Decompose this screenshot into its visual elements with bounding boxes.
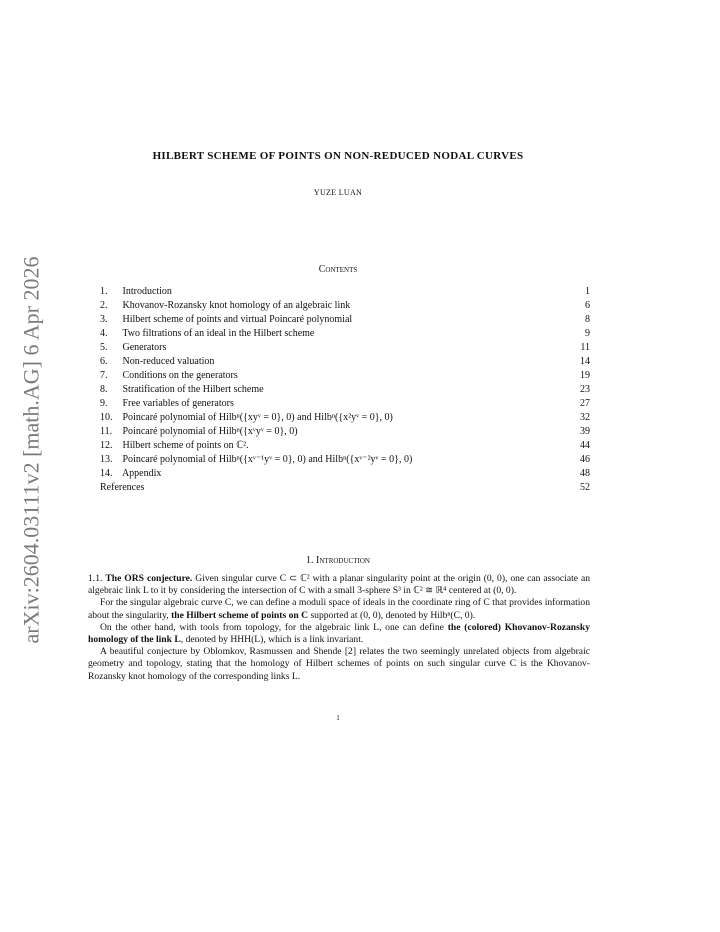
paragraph-text: supported at (0, 0), denoted by Hilbⁿ(C, 0). xyxy=(310,609,476,621)
toc-entry-page: 46 xyxy=(580,454,590,465)
toc-entry-number: 7. xyxy=(100,370,108,381)
toc-entry-title: Hilbert scheme of points and virtual Poincaré polynomial xyxy=(122,314,353,325)
toc-entry-title: Conditions on the generators xyxy=(122,370,238,381)
toc-entry-number: 2. xyxy=(100,300,108,311)
body-text xyxy=(88,573,590,683)
toc-entry-page: 11 xyxy=(580,342,590,353)
toc-entry[interactable] xyxy=(100,397,590,411)
toc-entry-page: 39 xyxy=(580,426,590,437)
toc-entry-page: 1 xyxy=(585,286,590,297)
toc-entry-title: Generators xyxy=(122,342,167,353)
section-title: Introduction xyxy=(316,555,370,566)
paragraph-text: A beautiful conjecture by Oblomkov, Rasmussen and Shende [2] relates the two seemingly unrelated objects from algebraic geometry and topology, stating that the homology of Hilbert schemes of points on such singular curve C is the Khovanov-Rozansky knot homology of the corresponding links L. xyxy=(88,646,590,682)
paragraph xyxy=(88,573,590,597)
toc-entry-page: 44 xyxy=(580,440,590,451)
toc-entry-title: Free variables of generators xyxy=(122,398,234,409)
toc-entry-title: Two filtrations of an ideal in the Hilbert scheme xyxy=(122,328,315,339)
toc-entry-number: 3. xyxy=(100,314,108,325)
paragraph xyxy=(88,622,590,646)
arxiv-id: arXiv:2604.03111v2 [math.AG] 6 Apr 2026 xyxy=(18,256,43,644)
emphasis-text: the (colored) Khovanov-Rozansky homology of the link L xyxy=(88,621,590,646)
toc-entry[interactable] xyxy=(100,299,590,313)
toc-entry[interactable] xyxy=(100,467,590,481)
section-heading xyxy=(88,555,588,566)
toc-entry-page: 52 xyxy=(580,482,590,493)
toc-entry-number: 5. xyxy=(100,342,108,353)
toc-entry-number: 10. xyxy=(100,412,113,423)
toc-entry-page: 19 xyxy=(580,370,590,381)
toc-entry-page: 9 xyxy=(585,328,590,339)
toc-entry-page: 8 xyxy=(585,314,590,325)
arxiv-stamp xyxy=(14,250,48,650)
toc-entry-page: 23 xyxy=(580,384,590,395)
paragraph xyxy=(88,646,590,683)
toc-entry-title: Stratification of the Hilbert scheme xyxy=(122,384,264,395)
section-number: 1. xyxy=(306,555,314,566)
paragraph-text: Given singular curve C ⊂ ℂ² with a planar singularity point at the origin (0, 0), one can associate an algebraic link L to it by considering the intersection of C with a small 3-sphere S³ in ℂ² ≅ ℝ⁴ centered at (0, 0). xyxy=(88,573,591,597)
contents-heading: Contents xyxy=(318,264,358,275)
paper-title: HILBERT SCHEME OF POINTS ON NON-REDUCED NODAL CURVES xyxy=(152,150,524,162)
toc-entry[interactable] xyxy=(100,425,590,439)
toc-entry[interactable] xyxy=(100,411,590,425)
toc-entry[interactable] xyxy=(100,327,590,341)
toc-entry-title: Hilbert scheme of points on ℂ². xyxy=(122,440,249,451)
subsection-title: The ORS conjecture. xyxy=(105,573,193,584)
toc-entry-number: 9. xyxy=(100,398,108,409)
toc-entry-title: Introduction xyxy=(122,286,172,297)
toc-entry-number: 6. xyxy=(100,356,108,367)
emphasis-text: the Hilbert scheme of points on C xyxy=(171,609,309,621)
toc-entry-number: 8. xyxy=(100,384,108,395)
toc-entry[interactable] xyxy=(100,383,590,397)
toc-entry-title: Poincaré polynomial of Hilbⁿ({xᵛyᵛ = 0}, 0) xyxy=(122,426,298,437)
page-number: 1 xyxy=(336,714,340,722)
toc-entry-number: 1. xyxy=(100,286,108,297)
table-of-contents xyxy=(100,285,590,495)
toc-entry-number: 13. xyxy=(100,454,113,465)
toc-entry[interactable] xyxy=(100,355,590,369)
toc-entry-title: Non-reduced valuation xyxy=(122,356,215,367)
toc-entry-title: Khovanov-Rozansky knot homology of an algebraic link xyxy=(122,300,351,311)
paragraph-text: , denoted by HHH(L), which is a link invariant. xyxy=(180,634,364,646)
subsection-label: 1.1. xyxy=(88,573,103,584)
toc-entry[interactable] xyxy=(100,341,590,355)
toc-entry-number: 12. xyxy=(100,440,113,451)
paragraph-text: For the singular algebraic curve C, we can define a moduli space of ideals in the coordinate ring of C that provides information about the singularity, xyxy=(88,597,590,621)
toc-entry[interactable] xyxy=(100,369,590,383)
toc-entry-page: 14 xyxy=(580,356,590,367)
toc-entry-page: 48 xyxy=(580,468,590,479)
toc-entry-page: 27 xyxy=(580,398,590,409)
toc-entry-number: 4. xyxy=(100,328,108,339)
toc-entry-title: Poincaré polynomial of Hilbⁿ({xᵛ⁻¹yᵛ = 0}, 0) and Hilbⁿ({xᵛ⁻²yᵛ = 0}, 0) xyxy=(122,454,413,465)
toc-entry-number: 11. xyxy=(100,426,113,437)
paper-author: YUZE LUAN xyxy=(313,188,363,197)
paragraph-text: On the other hand, with tools from topology, for the algebraic link L, one can define xyxy=(100,621,444,633)
toc-entry[interactable] xyxy=(100,285,590,299)
toc-entry[interactable] xyxy=(100,481,590,495)
toc-entry-title: Appendix xyxy=(121,468,162,479)
toc-entry-page: 6 xyxy=(585,300,590,311)
toc-entry-title: References xyxy=(100,482,145,493)
toc-entry-title: Poincaré polynomial of Hilbⁿ({xyᵛ = 0}, 0) and Hilbⁿ({x²yᵛ = 0}, 0) xyxy=(122,412,393,423)
toc-entry[interactable] xyxy=(100,313,590,327)
toc-entry-page: 32 xyxy=(580,412,590,423)
paragraph xyxy=(88,597,590,621)
toc-entry[interactable] xyxy=(100,439,590,453)
toc-entry[interactable] xyxy=(100,453,590,467)
toc-entry-number: 14. xyxy=(100,468,113,479)
